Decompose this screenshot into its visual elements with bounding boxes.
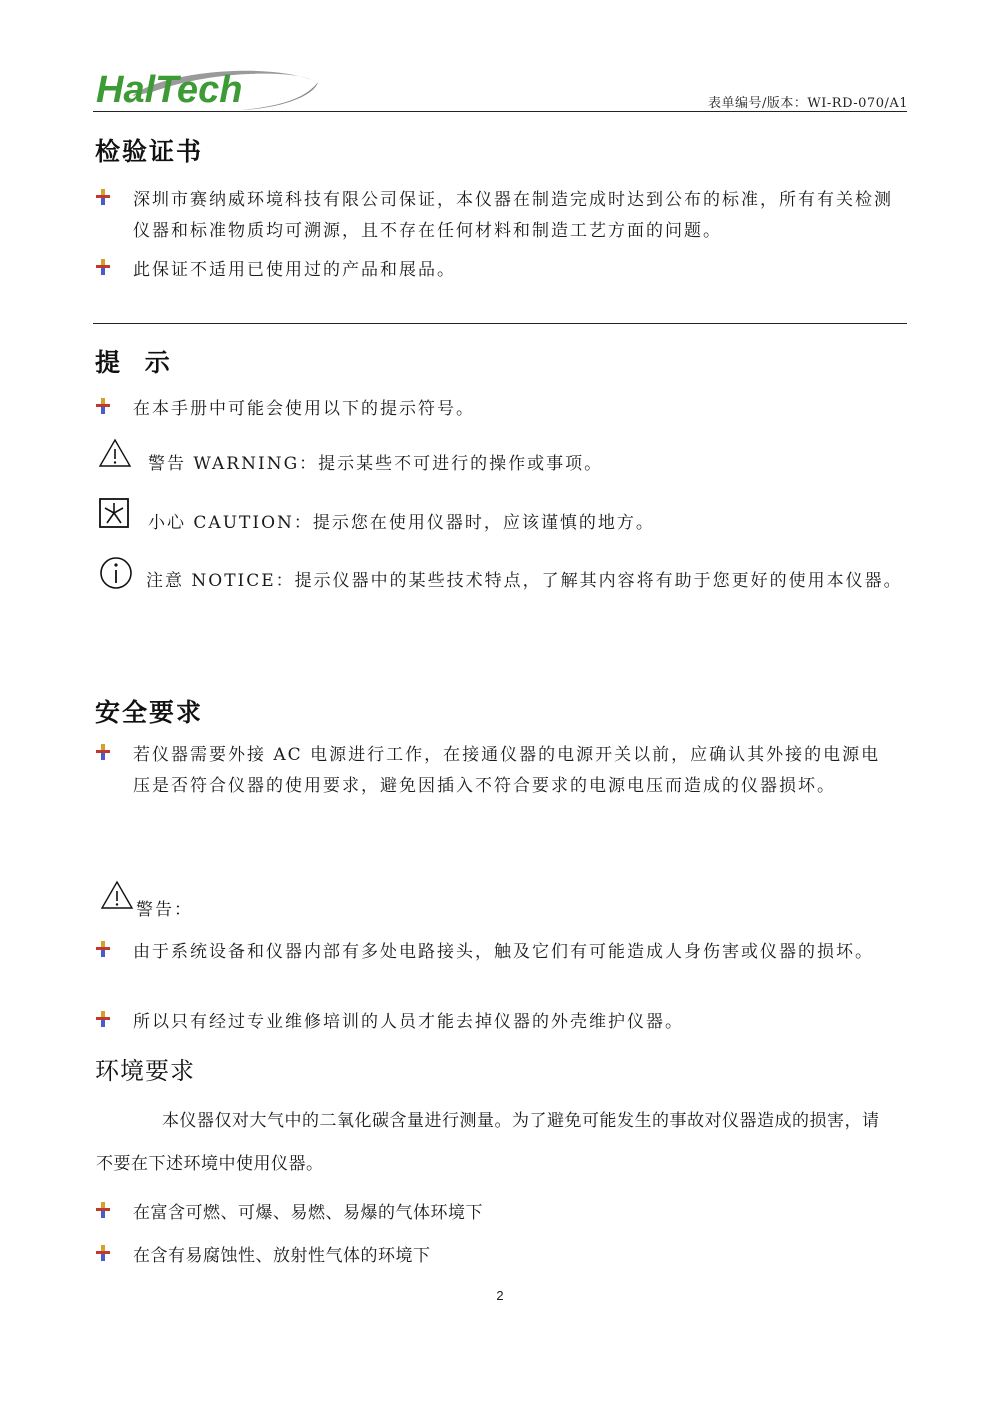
certificate-bullet — [96, 255, 911, 286]
certificate-bullet-text: 深圳市赛纳威环境科技有限公司保证，本仪器在制造完成时达到公布的标准，所有有关检测仪器和标准物质均可溯源，且不存在任何材料和制造工艺方面的问题。 — [133, 190, 893, 241]
header-divider — [93, 111, 907, 112]
environment-bullet-text: 在富含可燃、可爆、易燃、易爆的气体环境下 — [133, 1203, 483, 1223]
page-number: 2 — [496, 1288, 504, 1303]
certificate-bullet-text: 此保证不适用已使用过的产品和展品。 — [133, 260, 456, 280]
bullet-icon — [96, 189, 110, 205]
environment-bullet-text: 在含有易腐蚀性、放射性气体的环境下 — [133, 1246, 431, 1266]
certificate-title: 检验证书 — [95, 137, 204, 166]
notice-text: 注意 NOTICE：提示仪器中的某些技术特点，了解其内容将有助于您更好的使用本仪器。 — [146, 571, 903, 591]
tips-intro-bullet — [96, 394, 911, 425]
bullet-icon — [96, 398, 110, 414]
environment-paragraph: 本仪器仅对大气中的二氧化碳含量进行测量。为了避免可能发生的事故对仪器造成的损害，请不要在下述环境中使用仪器。 — [96, 1111, 880, 1174]
warning-triangle-icon — [98, 438, 132, 468]
safety-title: 安全要求 — [95, 698, 204, 727]
svg-text:HalTech: HalTech — [96, 69, 243, 111]
warning-triangle-icon — [100, 880, 134, 910]
caution-box-icon — [98, 497, 132, 529]
safety-bullet-text: 若仪器需要外接 AC 电源进行工作，在接通仪器的电源开关以前，应确认其外接的电源电压是否符合仪器的使用要求，避免因插入不符合要求的电源电压而造成的仪器损坏。 — [133, 745, 881, 796]
bullet-icon — [96, 1202, 110, 1218]
safety-warning-label: 警告： — [136, 900, 193, 920]
safety-bullet — [96, 937, 911, 968]
notice-row — [98, 556, 903, 595]
environment-bullet — [96, 1241, 911, 1272]
safety-bullet — [96, 740, 911, 802]
bullet-icon — [96, 1245, 110, 1261]
caution-text: 小心 CAUTION：提示您在使用仪器时，应该谨慎的地方。 — [148, 513, 655, 533]
bullet-icon — [96, 1011, 110, 1027]
tips-title: 提 示 — [95, 348, 178, 377]
certificate-bullet — [96, 185, 911, 247]
safety-bullet-text: 所以只有经过专业维修培训的人员才能去掉仪器的外壳维护仪器。 — [133, 1012, 684, 1032]
info-circle-icon — [98, 556, 136, 590]
form-number: 表单编号/版本：WI-RD-070/A1 — [708, 96, 908, 111]
bullet-icon — [96, 941, 110, 957]
section-divider — [93, 323, 907, 324]
bullet-icon — [96, 744, 110, 760]
warning-text: 警告 WARNING：提示某些不可进行的操作或事项。 — [148, 454, 604, 474]
haltech-logo — [92, 52, 322, 118]
bullet-icon — [96, 259, 110, 275]
safety-bullet-text: 由于系统设备和仪器内部有多处电路接头，触及它们有可能造成人身伤害或仪器的损坏。 — [133, 942, 874, 962]
tips-intro-text: 在本手册中可能会使用以下的提示符号。 — [133, 399, 475, 419]
safety-bullet — [96, 1007, 911, 1038]
environment-title: 环境要求 — [95, 1057, 195, 1085]
environment-bullet — [96, 1198, 911, 1229]
